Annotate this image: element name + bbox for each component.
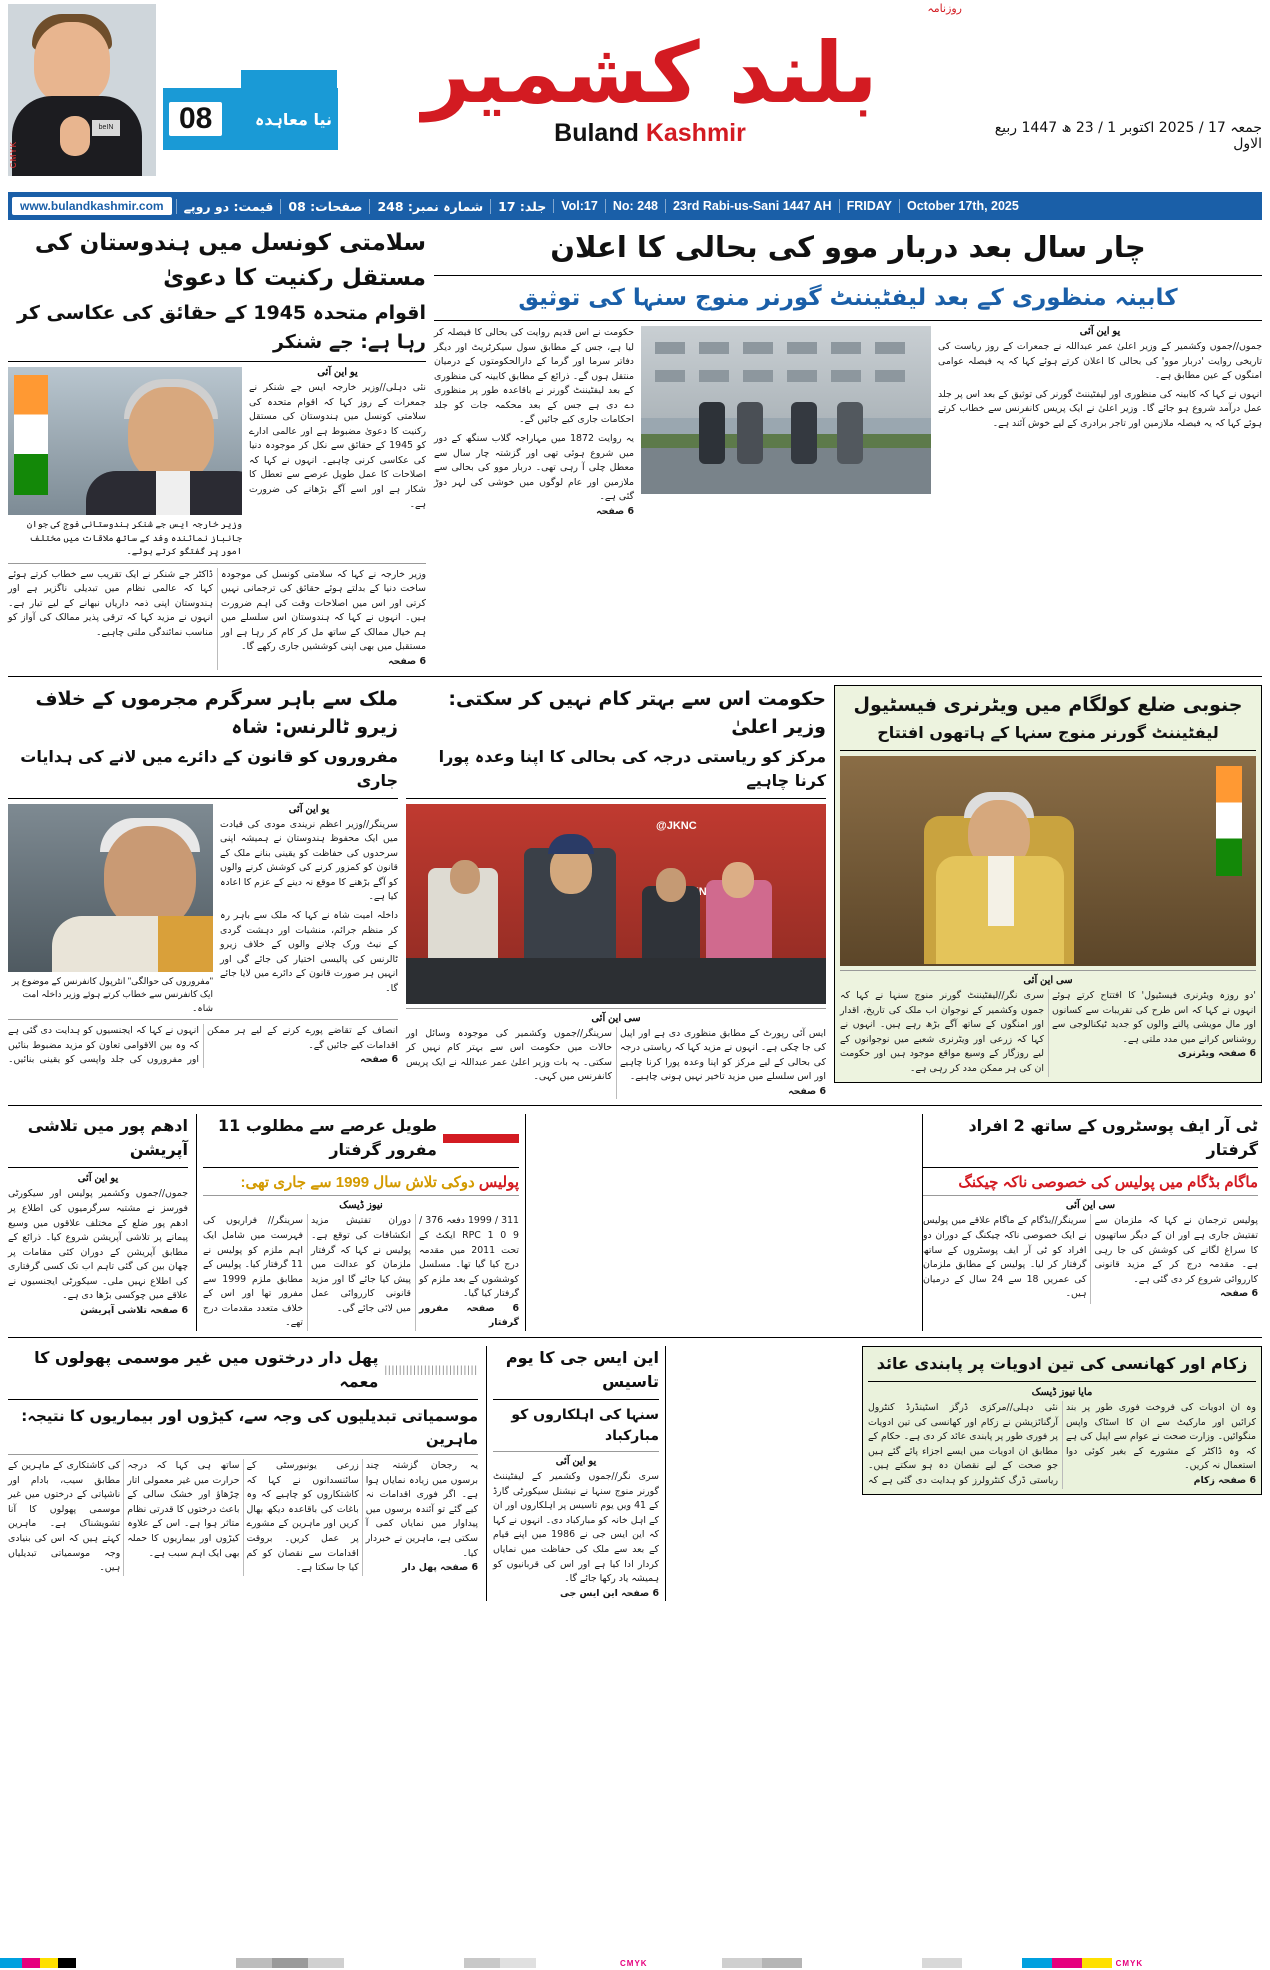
logo-en-word2: Kashmir [645,119,746,147]
darbar-para-right-2: انہوں نے کہا کہ کابینہ کی منظوری اور لیفٹیننٹ گورنر کی توثیق کے بعد اس پر جلد عمل درآمد شروع ہو جائے گا۔ وزیر اعلیٰ نے ایک پریس کانفرنس سے خطاب کرتے ہوئے کہا کہ یہ فیصلہ ملازمین اور تاجر برادری کے لیے خوش آئند ہے۔ [938,388,1262,429]
shah-headline-1: ملک سے باہر سرگرم مجرموں کے خلاف زیرو ٹالرنس: شاہ [35,687,398,739]
day-name: FRIDAY [839,199,899,213]
cmyk-mark-right: CMYK [1115,1958,1144,1968]
udhampur-headline: ادھم پور میں تلاشی آپریشن [27,1116,188,1160]
absconders-subhead-police: پولیس [478,1174,519,1192]
orchards-para-1: کی کاشتکاری کے ماہرین کے مطابق سیب، بادام اور ناشپاتی کے درختوں میں غیر موسمی پھولوں کا آنا تشویشناک ہے۔ ماہرین کہتے ہیں کہ اس کی بنیادی وجہ موسمیاتی تبدیلیاں ہیں۔ [8,1460,121,1574]
medicines-text: نئی دہلی//مرکزی ڈرگز اسٹینڈرڈ کنٹرول آرگنائزیشن نے زکام اور کھانسی کی تین ادویات پر فوری طور پر پابندی عائد کر دی ہے۔ حکام کے مطابق ان ادویات میں ایسے اجزاء پائے گئے ہیں جو صحت کے لیے نقصان دہ ہو سکتے ہیں۔ ریاستی ڈرگ کنٹرولرز کو ہدایت دی گئی ہے کہ وہ ان ادویات کی فروخت فوری طور پر بند کرائیں اور مارکیٹ سے ان کا اسٹاک واپس منگوائیں۔ وزارت صحت نے عوام سے اپیل کی ہے کہ وہ ڈاکٹر کے مشورے کے بغیر کوئی دوا استعمال نہ کریں۔ [868,1402,1256,1486]
orchards-subhead: موسمیاتی تبدیلیوں کی وجہ سے، کیڑوں اور بیماریوں کا نتیجہ: ماہرین [21,1407,478,1448]
jaishankar-headline-1: سلامتی کونسل میں ہندوستان کی مستقل رکنیت کا دعویٰ [34,230,426,291]
orchards-headline: پھل دار درختوں میں غیر موسمی پھولوں کا معمہ [34,1348,379,1392]
udhampur-continued: 6 صفحہ تلاشی آپریشن [80,1305,188,1317]
price-urdu: قیمت: دو روپے [176,199,281,214]
orchards-para-3: زرعی یونیورسٹی کے سائنسدانوں نے کہا کہ کاشتکاروں کو چاہیے کہ وہ باغات کی باقاعدہ دیکھ بھال کریں اور ماہرین کے مشورے پر عمل کریں۔ بروقت اقدامات سے نقصان کو کم کیا جا سکتا ہے۔ [246,1460,359,1574]
top-stories [8,226,1262,670]
number-en: No: 248 [605,199,665,213]
masthead [8,0,1262,190]
hijri-date: 23rd Rabi-us-Sani 1447 AH [665,199,839,213]
registration-color-bar [0,1956,1270,1970]
brief-nsg [486,1346,666,1601]
trf-headline: ٹی آر ایف پوسٹروں کے ساتھ 2 افراد گرفتار [968,1116,1258,1160]
logo-urdu: بلند کشمیر [422,24,878,122]
absconders-para-3: 311 / 1999 دفعہ 376 / 9 0 1 RPC ایکٹ کے تحت 2011 میں مقدمہ درج کیا گیا تھا۔ مسلسل کوششوں کے بعد ملزم کو گرفتار کیا گیا۔ [419,1215,520,1300]
nsg-headline: این ایس جی کا یوم تاسیس [505,1348,659,1392]
darbar-para-left-1: حکومت نے اس قدیم روایت کی بحالی کا فیصلہ کر لیا ہے، جس کے مطابق سول سیکرٹریٹ اور دیگر دفاتر سرما اور گرما کے دارالحکومتوں کے درمیان منتقل ہوں گے۔ ذرائع کے مطابق کابینہ کی منظوری کے بعد لیفٹیننٹ گورنر نے باقاعدہ طور پر منظوری دے دی ہے جس کے بعد محکمہ جات کو جلد احکامات جاری کیے جائیں گے۔ [434,327,634,426]
darbar-headline-2: کابینہ منظوری کے بعد لیفٹیننٹ گورنر منوج سنہا کی توثیق [518,284,1178,311]
cmyk-mark-center: CMYK [620,1958,648,1968]
amit-shah-photo [8,804,213,972]
jaishankar-byline: یو این آئی [317,367,358,378]
info-bar [8,192,1262,220]
shah-continued: 6 صفحہ [360,1054,398,1066]
medicines-continued: 6 صفحہ زکام [1193,1474,1256,1486]
jaishankar-continued: 6 صفحہ [388,655,426,667]
absconders-subhead-main: دوکی تلاش سال 1999 سے جاری تھی: [240,1174,475,1192]
festival-byline: سی این آئی [1023,975,1073,987]
page-number: 08 [169,102,222,136]
brief-medicines [862,1346,1262,1601]
shah-para-2: داخلہ امیت شاہ نے کہا کہ ملک سے باہر رہ کر منظم جرائم، منشیات اور دہشت گردی کے نیٹ ورک چلانے والوں کے خلاف زیرو ٹالرنس کی پالیسی اختیار کی جائے گی اور انہیں ہر صورت قانون کے دائرے میں لایا جائے گا۔ [220,910,398,994]
jaishankar-photo-caption: وزیر خارجہ ایس جے شنکر ہندوستانی فوج کی جوان جانباز نمائندہ وفد کے ساتھ ملاقات میں مختلف امور پر گفتگو کرتے ہوئے۔ [26,519,242,556]
brief-orchards [8,1346,478,1601]
red-bar-icon [443,1134,519,1143]
absconders-byline: نیوز ڈیسک [339,1200,383,1212]
jaishankar-para-2: ڈاکٹر جے شنکر نے ایک تقریب سے خطاب کرتے ہوئے کہا کہ عالمی نظام میں تبدیلی ناگزیر ہے اور ہندوستان اپنی ذمہ داریاں نبھانے کے لیے تیار ہے۔ انہوں نے مزید کہا کہ ترقی پذیر ممالک کی آواز کو مناسب نمائندگی ملنی چاہیے۔ [8,568,213,638]
lt-governor-photo [840,756,1256,966]
medicines-byline: مایا نیوز ڈیسک [1031,1387,1093,1399]
festival-headline-1: جنوبی ضلع کولگام میں ویٹرنری فیسٹیول [853,693,1243,716]
orchards-para-4: یہ رجحان گزشتہ چند برسوں میں زیادہ نمایاں ہوا ہے۔ اگر فوری اقدامات نہ کیے گئے تو آئندہ برسوں میں پیداوار میں نمایاں کمی آ سکتی ہے، ماہرین نے خبردار کیا۔ [365,1460,478,1559]
shah-para-3: انہوں نے کہا کہ ایجنسیوں کو ہدایت دی گئی ہے کہ وہ بین الاقوامی تعاون کو مزید مضبوط بنائیں اور مفروروں کی جلد واپسی کو یقینی بنائیں۔ انصاف کے تقاضے پورے کرنے کے لیے ہر ممکن اقدامات کیے جائیں گے۔ [8,1025,398,1066]
website-link[interactable]: www.bulandkashmir.com [12,197,172,215]
jknc-watermark-1: @JKNC [656,819,697,832]
logo-en-word1: Buland [554,119,639,147]
story-amit-shah [8,685,398,1100]
absconders-continued: 6 صفحہ مفرور گرفتار [419,1302,519,1329]
jaishankar-headline-2: اقوام متحدہ 1945 کے حقائق کی عکاسی کر رہا ہے: جے شنکر [17,302,426,353]
udhampur-text: جموں//جموں وکشمیر پولیس اور سیکورٹی فورسز نے مشتبہ سرگرمیوں کی اطلاع پر ادھم پور ضلع کے مختلف علاقوں میں وسیع پیمانے پر تلاشی آپریشن شروع کیا۔ ذرائع کے مطابق آپریشن کے دوران کئی مقامات پر چھان بین کی گئی تاہم اب تک کسی گرفتاری کی اطلاع نہیں ملی۔ سیکورٹی ایجنسیوں نے علاقے میں چوکسی بڑھا دی ہے۔ [8,1188,188,1302]
cm-byline: سی این آئی [591,1012,641,1024]
darbar-byline: یو این آئی [1079,326,1121,337]
brief-trf-spacer [534,1114,914,1331]
featured-photo [8,4,156,176]
trf-byline: سی این آئی [1065,1200,1116,1212]
story-cm [406,685,826,1100]
dot-leader: |||||||||||||||||||||||||| [384,1364,478,1376]
festival-continued: 6 صفحہ ویٹرنری [1177,1048,1256,1060]
festival-headline-2: لیفٹیننٹ گورنر منوج سنہا کے ہاتھوں افتتاح [877,723,1219,743]
jaishankar-photo [8,367,242,515]
volume-urdu: جلد: 17 [490,199,553,214]
issue-urdu: شمارہ نمبر: 248 [369,199,490,214]
cm-para-2: ایس آئی رپورٹ کے مطابق منظوری دی ہے اور اپیل کی جا چکی ہے۔ انہوں نے مزید کہا کہ ریاستی درجہ کی بحالی کے لیے مرکز کو اپنا وعدہ پورا کرنا چاہیے اور اس سلسلے میں مزید تاخیر نہیں ہونی چاہیے۔ [620,1027,826,1083]
page-flag [163,88,338,150]
shah-para-1: سرینگر//وزیر اعظم نریندی مودی کی قیادت میں ایک محفوظ ہندوستان نے ہمیشہ اپنی سرحدوں کی حفاظت کو یقینی بنانے ملک کے قانون کو کمزور کرنے کی کوشش کرنے والوں کو آگے بڑھنے کا موقع نہ دینے کے عزم کا اعادہ کیا ہے۔ [220,818,398,903]
jaishankar-para-3: وزیر خارجہ نے کہا کہ سلامتی کونسل کی موجودہ ساخت دنیا کے بدلتے ہوئے حقائق کی ترجمانی نہیں کرتی اور اس میں اصلاحات وقت کی اہم ضرورت ہیں۔ انہوں نے کہا کہ ہندوستان اس سلسلے میں ہم خیال ممالک کے ساتھ مل کر کام کر رہا ہے اور مستقبل میں بھی اپنی کوششیں جاری رکھے گا۔ [221,568,426,653]
story-veterinary-festival [834,685,1262,1100]
brief-absconders [196,1114,526,1331]
udhampur-byline: یو این آئی [77,1173,119,1185]
darbar-para-right-1: جموں//جموں وکشمیر کے وزیر اعلیٰ عمر عبداللہ نے جمعرات کے روز ریاست کی تاریخی روایت 'دربار موو' کی بحالی کا اعلان کرتے ہوئے کہا کہ یہ فیصلہ عوامی امنگوں کے عین مطابق ہے۔ [938,341,1262,382]
cm-headline-2: مرکز کو ریاستی درجہ کی بحالی کا اپنا وعدہ پورا کرنا چاہیے [438,746,826,790]
story-darbar-move [434,226,1262,670]
logo-english [338,119,962,148]
cm-headline-1: حکومت اس سے بہتر کام نہیں کر سکتی: وزیر اعلیٰ [448,687,826,739]
jersey-badge: beIN [92,120,120,136]
nsg-byline: یو این آئی [555,1456,597,1468]
trf-para-2: پولیس ترجمان نے کہا کہ ملزمان سے تفتیش جاری ہے اور ان کے دیگر ساتھیوں کا سراغ لگانے کی کوشش کی جا رہی ہے۔ مقدمہ درج کر کے مزید قانونی کارروائی شروع کر دی گئی ہے۔ [1094,1215,1258,1285]
story-jaishankar [8,226,426,670]
brief-udhampur [8,1114,188,1331]
festival-para-2: 'دو روزہ ویٹرنری فیسٹیول' کا افتتاح کرتے ہوئے انہوں نے کہا کہ اس طرح کی تقریبات سے کسانوں اور مال مویشی پالنے والوں کو جدید ٹیکنالوجی سے روشناس کرانے میں مدد ملتی ہے۔ [1052,990,1256,1045]
cmyk-mark-left: CMYK [9,140,19,169]
orchards-para-2: ساتھ ہی کہا کہ درجہ حرارت میں غیر معمولی اتار چڑھاؤ اور خشک سالی کے باعث درختوں کا قدرتی نظام متاثر ہوا ہے۔ اس کے علاوہ کیڑوں اور بیماریوں کا حملہ بھی ایک اہم سبب ہے۔ [127,1460,240,1559]
festival-para-1: سری نگر//لیفٹیننٹ گورنر منوج سنہا نے کہا کہ جموں وکشمیر کے نوجوان اب ملک کی تاریخ، اقدار اور امنگوں کے ساتھ آگے بڑھ رہے ہیں۔ انہوں نے کہا کہ زرعی اور ویٹرنری شعبے میں نوجوانوں کے لیے روزگار کے وسیع مواقع موجود ہیں اور حکومت ان کی ہر ممکن مدد کر رہی ہے۔ [840,990,1044,1074]
cm-para-1: سرینگر//جموں وکشمیر کی موجودہ وسائل اور حالات میں حکومت اس سے بہتر کام نہیں کر سکتی۔ یہ بات وزیر اعلیٰ عمر عبداللہ نے ایک پریس کانفرنس میں کہی۔ [406,1027,612,1083]
page-flag-label: نیا معاہدہ [254,109,332,129]
cm-continued: 6 صفحہ [788,1085,826,1097]
darbar-para-left-2: یہ روایت 1872 میں مہاراجہ گلاب سنگھ کے دور میں شروع ہوئی تھی اور گزشتہ چار سال سے معطل چلی آ رہی تھی۔ دربار موو کی بحالی سے ملازمین اور عام لوگوں میں خوشی کی لہر دوڑ گئی ہے۔ [434,433,634,503]
trf-para-1: سرینگر//بڈگام کے ماگام علاقے میں پولیس نے ایک خصوصی ناکہ چیکنگ کے دوران دو افراد کو ٹی آر ایف پوسٹروں کے ساتھ گرفتار کر لیا۔ پولیس کے مطابق ملزمان کی عمریں 18 سے 24 سال کے درمیان ہیں۔ [923,1215,1087,1300]
darbar-photo [641,326,931,494]
jaishankar-para-1: نئی دہلی//وزیر خارجہ ایس جے شنکر نے جمعرات کے روز کہا کہ اقوام متحدہ کی سلامتی کونسل میں ہندوستان کی مستقل رکنیت کا دعویٰ مضبوط ہے اور عالمی ادارے کو 1945 کے حقائق سے نکل کر موجودہ دنیا کی عکاسی کرنی چاہیے۔ انہوں نے کہا کہ اصلاحات کا عمل طویل عرصے سے تعطل کا شکار ہے اور اسے آگے بڑھانے کی ضرورت ہے۔ [249,382,426,510]
gregorian-date: October 17th, 2025 [899,199,1026,213]
spacer-column [674,1346,854,1601]
nsg-subhead: سنہا کی اہلکاروں کو مبارکباد [511,1407,659,1445]
masthead-left [8,0,338,180]
shah-byline: یو این آئی [288,803,330,815]
third-band [8,1114,1262,1331]
trf-subhead: ماگام بڈگام میں پولیس کی خصوصی ناکہ چیکنگ [958,1174,1258,1192]
logo-small-urdu: روزنامہ [927,2,962,15]
darbar-headline-1: چار سال بعد دربار موو کی بحالی کا اعلان [550,230,1146,264]
absconders-para-1: سرینگر// فراریوں کی فہرست میں شامل ایک اہم ملزم کو پولیس نے 11 گرفتار کیا۔ پولیس کے مطابق ملزم 1999 سے مفرور تھا اور اس کے خلاف متعدد مقدمات درج تھے۔ [203,1215,303,1329]
masthead-center [338,0,962,148]
shah-headline-2: مفروروں کو قانون کے دائرے میں لانے کی ہدایات جاری [20,746,398,790]
absconders-headline: طویل عرصے سے مطلوب 11 مفرور گرفتار [218,1116,437,1160]
trf-continued: 6 صفحہ [1220,1288,1258,1300]
darbar-continued: 6 صفحہ [596,505,634,517]
absconders-subhead [203,1173,519,1191]
second-band [8,685,1262,1100]
absconders-para-2: دوران تفتیش مزید انکشافات کی توقع ہے۔ پولیس نے کہا کہ گرفتار ملزمان کو عدالت میں پیش کیا جائے گا اور مزید قانونی کارروائی عمل میں لائی جائے گی۔ [311,1215,411,1314]
masthead-date-urdu: جمعہ 17 / 2025 اکتوبر 1 / 23 ھ 1447 ربیع الاول [994,120,1262,152]
brief-trf [922,1114,1262,1331]
cm-press-conference-photo [406,804,826,1004]
pages-urdu: صفحات: 08 [280,199,369,214]
orchards-continued: 6 صفحہ پھل دار [402,1562,478,1574]
nsg-text: سری نگر//جموں وکشمیر کے لیفٹیننٹ گورنر منوج سنہا نے نیشنل سیکورٹی گارڈ کے 41 ویں یوم تاسیس پر اہلکاروں اور ان کے اہل خانہ کو مبارکباد دی۔ انہوں نے کہا کہ این ایس جی نے 1986 میں اپنے قیام کے بعد سے ملک کی حفاظت میں نمایاں کردار ادا کیا ہے اور اس کی قربانیوں کو ہمیشہ یاد رکھا جائے گا۔ [493,1471,660,1585]
volume-en: Vol:17 [553,199,605,213]
medicines-headline: زکام اور کھانسی کی تین ادویات پر پابندی عائد [876,1354,1248,1374]
masthead-right [962,0,1262,152]
shah-photo-caption: "مفروروں کی حوالگی" انٹرپول کانفرنس کے موضوع پر ایک کانفرنس سے خطاب کرتے ہوئے وزیر داخلہ امت شاہ۔ [11,975,213,1013]
fourth-band [8,1346,1262,1601]
nsg-continued: 6 صفحہ این ایس جی [559,1587,659,1599]
